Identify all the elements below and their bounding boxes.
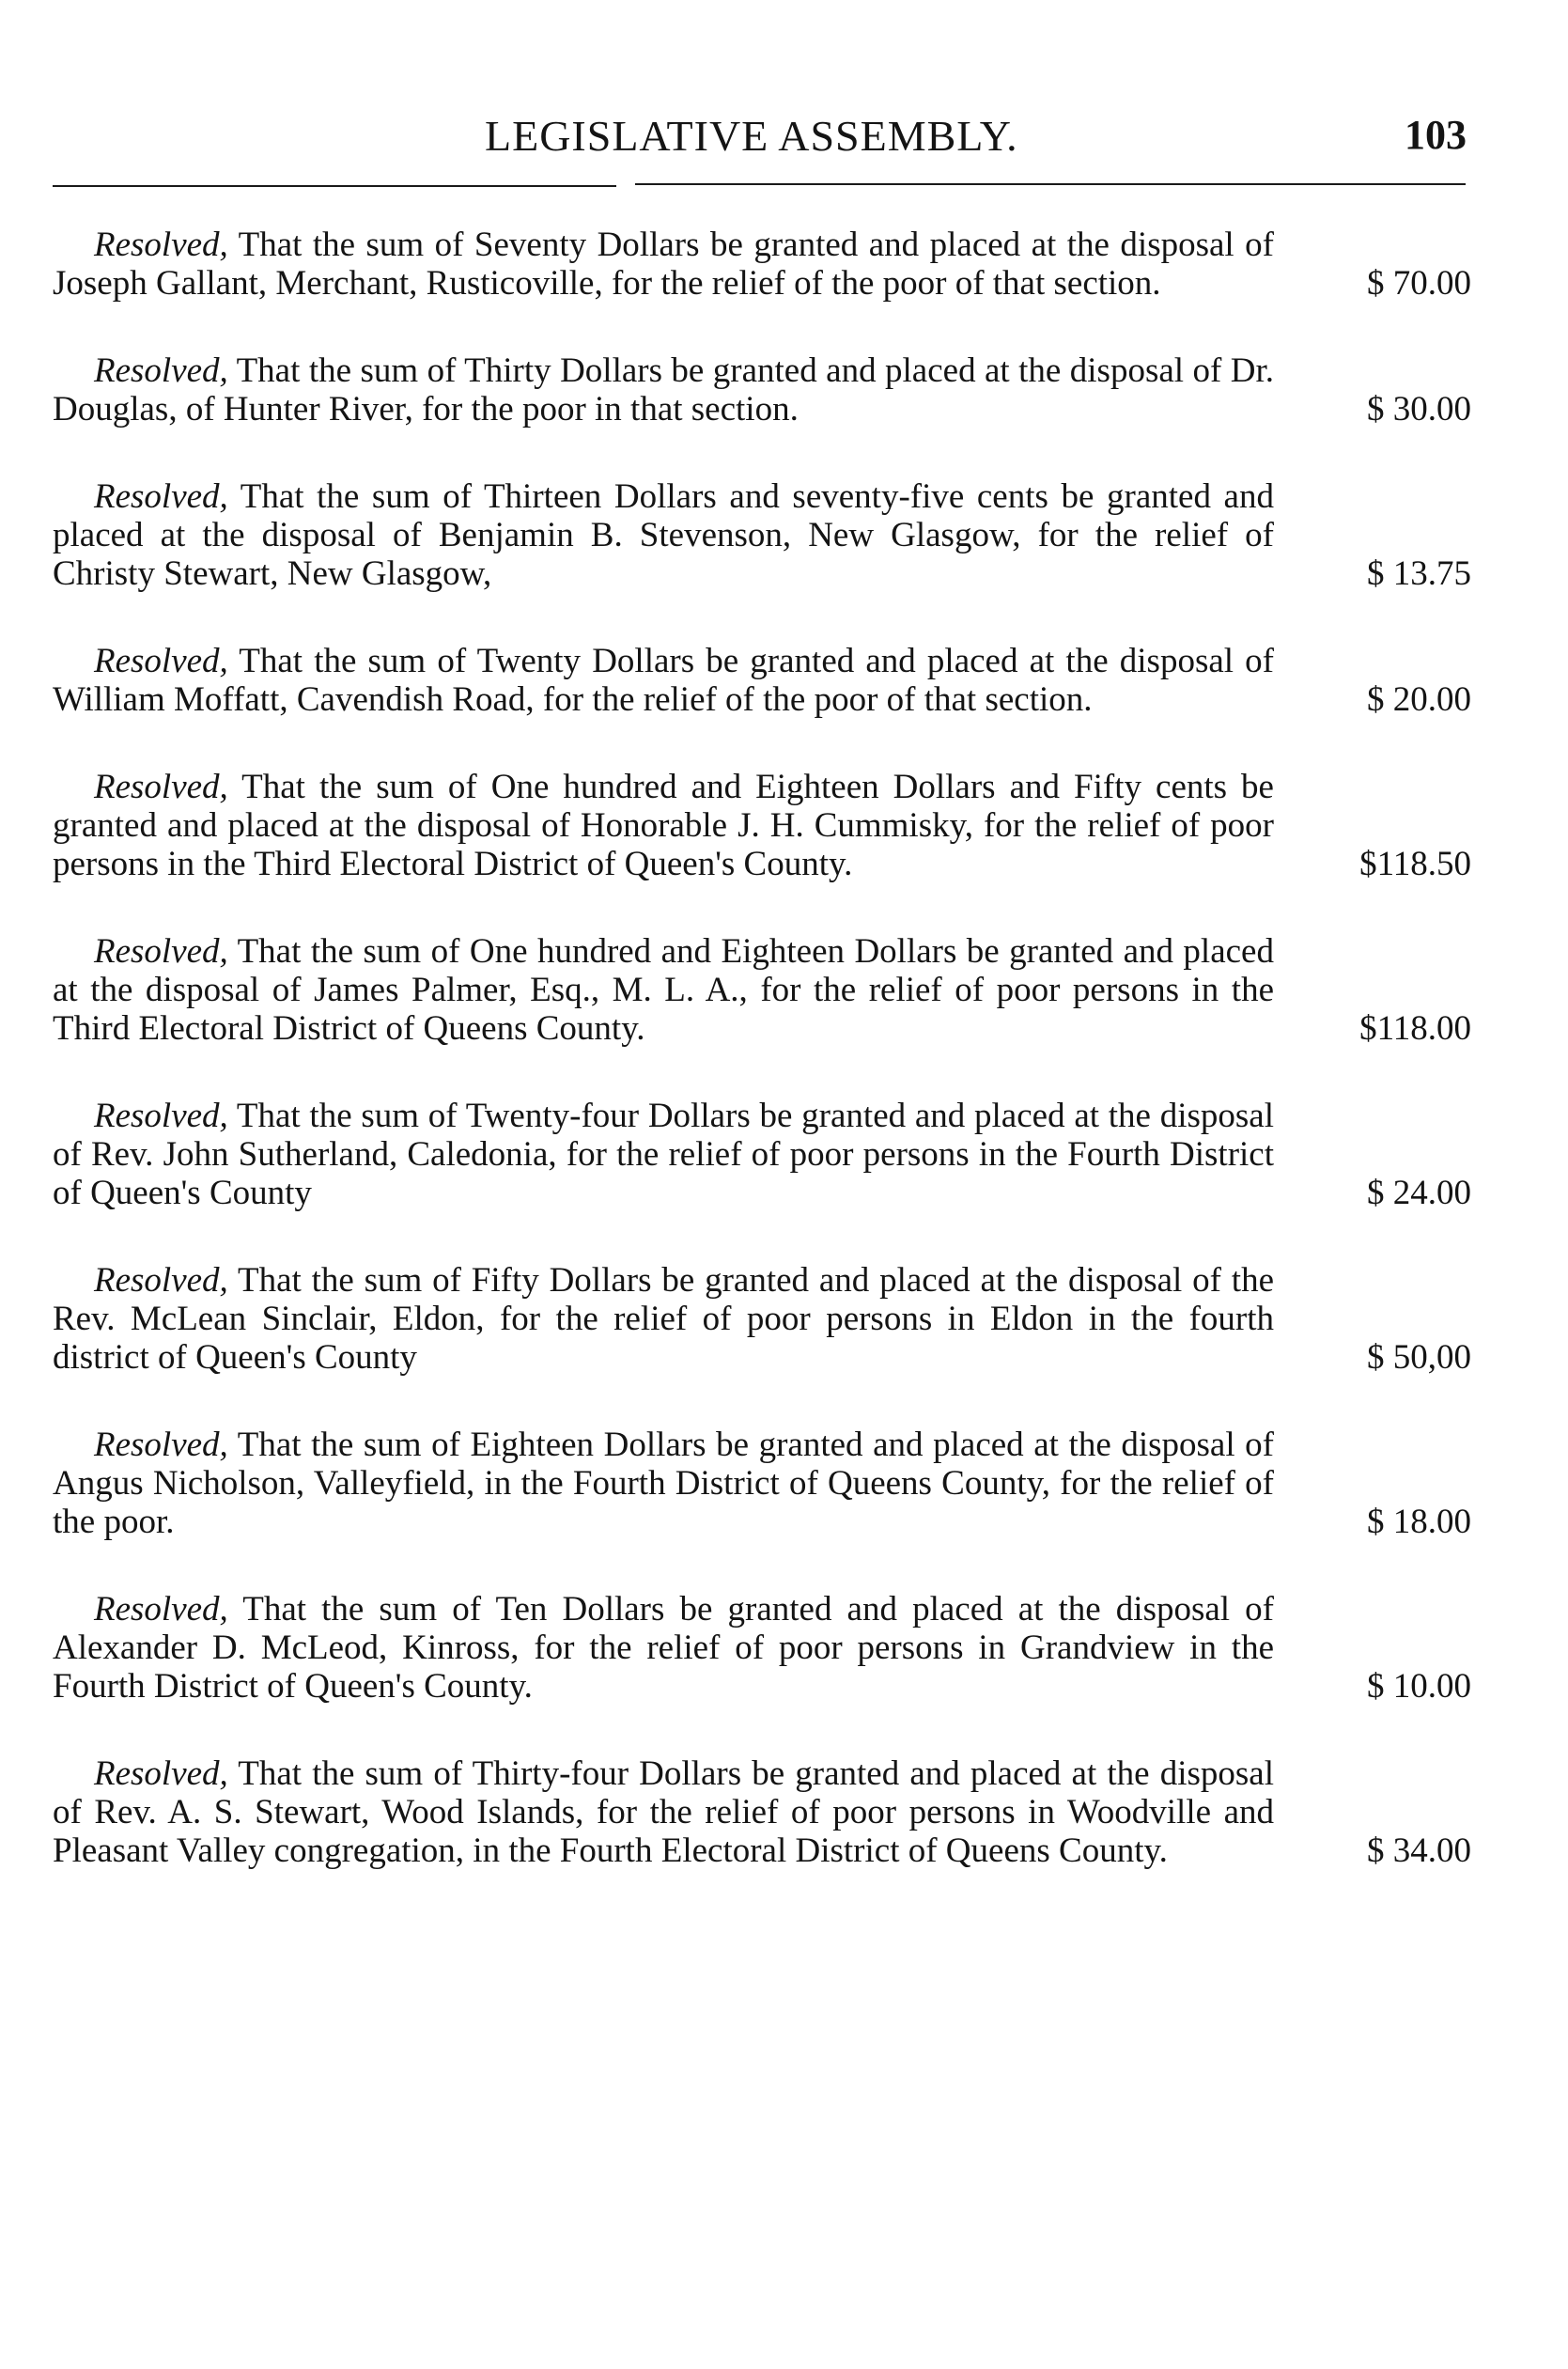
resolution-text [53, 1590, 1274, 1706]
resolution-amount: $ 20.00 [1367, 680, 1471, 719]
resolution-text [53, 226, 1274, 303]
resolution-text [53, 351, 1274, 429]
header-rule-right [635, 183, 1466, 185]
resolution-amount: $ 10.00 [1367, 1667, 1471, 1706]
resolution-text [53, 932, 1274, 1048]
resolved-label: Resolved, [94, 768, 228, 806]
resolution-amount: $ 30.00 [1367, 390, 1471, 429]
resolved-label: Resolved, [94, 1426, 228, 1464]
resolution-amount: $ 70.00 [1367, 264, 1471, 303]
resolved-label: Resolved, [94, 226, 228, 264]
resolution-entry [53, 1590, 1471, 1706]
resolution-entry [53, 1754, 1471, 1870]
resolution-text [53, 1426, 1274, 1541]
page-title: LEGISLATIVE ASSEMBLY. [485, 112, 1018, 160]
resolution-entry [53, 1261, 1471, 1377]
resolution-entry [53, 351, 1471, 429]
resolution-amount: $ 18.00 [1367, 1503, 1471, 1541]
header-rule-left [53, 185, 616, 187]
resolution-body: That the sum of Ten Dollars be granted and placed at the disposal of Alexander D. McLeod, Kinross, for the relief of poor persons in Grandview in the Fourth District of Queen's County. [53, 1590, 1274, 1706]
resolution-body: That the sum of Eighteen Dollars be granted and placed at the disposal of Angus Nicholson, Valleyfield, in the Fourth District of Queens County, for the relief of the poor. [53, 1426, 1274, 1541]
resolution-text [53, 1261, 1274, 1377]
resolution-amount: $ 24.00 [1367, 1174, 1471, 1212]
page-number: 103 [1405, 112, 1467, 158]
resolution-entry [53, 226, 1471, 303]
resolved-label: Resolved, [94, 642, 228, 680]
resolution-body: That the sum of Thirty Dollars be granted and placed at the disposal of Dr. Douglas, of Hunter River, for the poor in that section. [53, 351, 1274, 429]
resolution-body: That the sum of Twenty Dollars be granted and placed at the disposal of William Moffatt, Cavendish Road, for the relief of the poor of that section. [53, 642, 1274, 719]
resolution-entry [53, 768, 1471, 883]
resolution-body: That the sum of One hundred and Eighteen Dollars and Fifty cents be granted and placed at the disposal of Honorable J. H. Cummisky, for the relief of poor persons in the Third Electoral District of Queen's County. [53, 768, 1274, 883]
page-header [53, 111, 1467, 167]
resolution-entry [53, 932, 1471, 1048]
resolutions-list [53, 226, 1471, 1919]
resolution-text [53, 1754, 1274, 1870]
resolution-amount: $ 13.75 [1367, 554, 1471, 593]
resolved-label: Resolved, [94, 1261, 228, 1300]
resolution-amount: $118.00 [1359, 1009, 1471, 1048]
resolution-body: That the sum of One hundred and Eighteen Dollars be granted and placed at the disposal of James Palmer, Esq., M. L. A., for the relief of poor persons in the Third Electoral District of Queens County. [53, 932, 1274, 1048]
resolution-entry [53, 1097, 1471, 1212]
resolved-label: Resolved, [94, 932, 228, 971]
resolution-entry [53, 642, 1471, 719]
resolved-label: Resolved, [94, 1097, 228, 1135]
resolution-amount: $118.50 [1359, 845, 1471, 883]
resolution-text [53, 477, 1274, 593]
resolution-amount: $ 34.00 [1367, 1831, 1471, 1870]
resolution-text [53, 642, 1274, 719]
resolution-text [53, 768, 1274, 883]
resolution-entry [53, 1426, 1471, 1541]
resolution-body: That the sum of Fifty Dollars be granted and placed at the disposal of the Rev. McLean Sinclair, Eldon, for the relief of poor persons in Eldon in the fourth district of Queen's County [53, 1261, 1274, 1377]
resolution-amount: $ 50,00 [1367, 1338, 1471, 1377]
resolution-body: That the sum of Twenty-four Dollars be granted and placed at the disposal of Rev. John Sutherland, Caledonia, for the relief of poor persons in the Fourth District of Queen's County [53, 1097, 1274, 1212]
resolution-body: That the sum of Seventy Dollars be granted and placed at the disposal of Joseph Gallant, Merchant, Rusticoville, for the relief of the poor of that section. [53, 226, 1274, 303]
resolved-label: Resolved, [94, 1590, 228, 1629]
resolution-text [53, 1097, 1274, 1212]
resolution-body: That the sum of Thirteen Dollars and seventy-five cents be granted and placed at the disposal of Benjamin B. Stevenson, New Glasgow, for the relief of Christy Stewart, New Glasgow, [53, 477, 1274, 593]
resolution-body: That the sum of Thirty-four Dollars be granted and placed at the disposal of Rev. A. S. Stewart, Wood Islands, for the relief of poor persons in Woodville and Pleasant Valley congregation, in the Fourth Electoral District of Queens County. [53, 1754, 1274, 1870]
resolved-label: Resolved, [94, 477, 228, 516]
resolved-label: Resolved, [94, 351, 228, 390]
resolved-label: Resolved, [94, 1754, 228, 1793]
resolution-entry [53, 477, 1471, 593]
